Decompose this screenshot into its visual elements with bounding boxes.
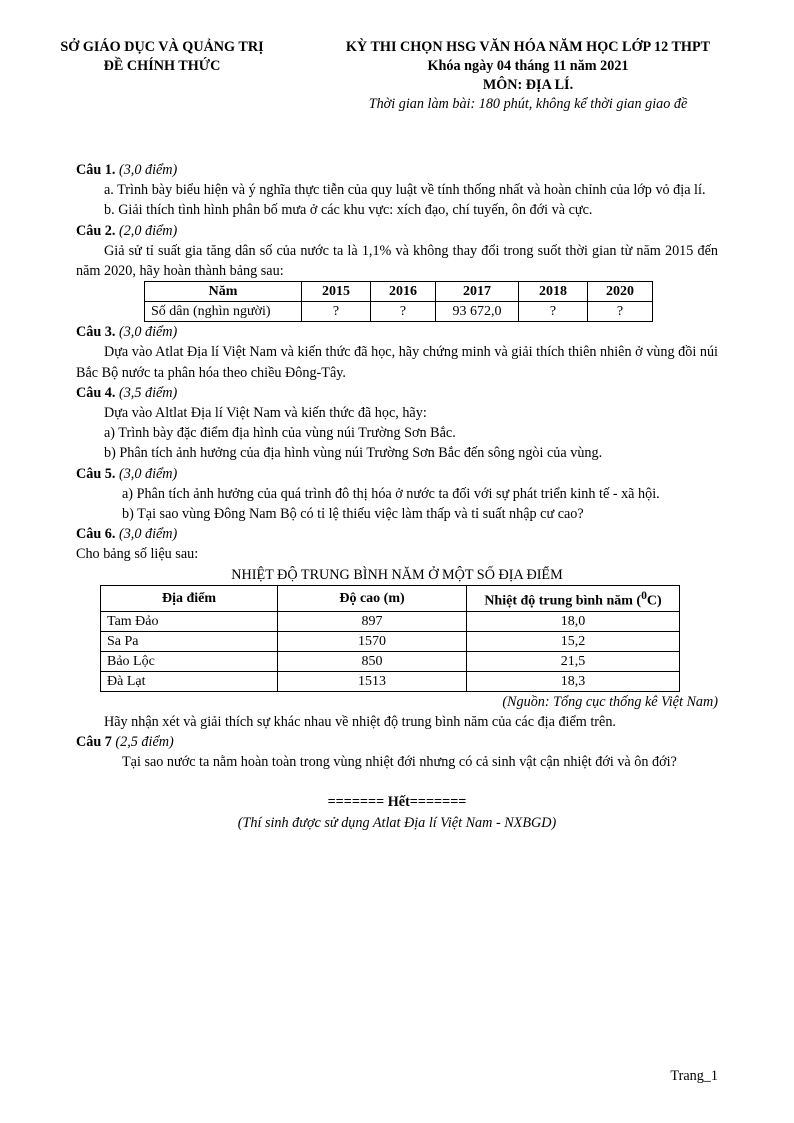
- table-header-row: [101, 585, 680, 611]
- table-header-cell: Địa điểm: [101, 585, 278, 611]
- question-6-intro: Cho bảng số liệu sau:: [76, 546, 199, 563]
- header-right: [300, 38, 756, 114]
- question-1-heading: [76, 160, 718, 180]
- table-cell: Sa Pa: [101, 631, 278, 651]
- table-header-row: [145, 282, 653, 302]
- table-header-cell: 2018: [519, 282, 588, 302]
- table-cell: Bảo Lộc: [101, 651, 278, 671]
- question-2-text: Giả sử tỉ suất gia tăng dân số của nước ta là 1,1% và không thay đổi trong suốt thời gian từ năm 2015 đến năm 2020, hãy hoàn thành bảng sau:: [76, 242, 718, 280]
- table-row: [101, 671, 680, 691]
- table-cell: Tam Đảo: [101, 611, 278, 631]
- table-row: [101, 631, 680, 651]
- table-cell: 18,0: [467, 611, 680, 631]
- question-points: (2,5 điểm): [115, 733, 174, 750]
- table-cell: 897: [278, 611, 467, 631]
- population-table: [144, 281, 653, 322]
- question-title: Câu 6.: [76, 526, 116, 543]
- question-3-heading: [76, 322, 718, 342]
- end-marker: ======= Hết=======: [327, 794, 467, 811]
- table-cell: 18,3: [467, 671, 680, 691]
- question-title: Câu 1.: [76, 162, 116, 178]
- official-label: ĐỀ CHÍNH THỨC: [103, 58, 221, 74]
- duration: Thời gian làm bài: 180 phút, không kể thời gian giao đề: [368, 96, 688, 112]
- header-text: C): [646, 593, 662, 609]
- department-name: SỞ GIÁO DỤC VÀ QUẢNG TRỊ: [60, 39, 264, 55]
- question-5-heading: [76, 464, 718, 484]
- exam-title: KỲ THI CHỌN HSG VĂN HÓA NĂM HỌC LỚP 12 THPT: [345, 39, 711, 55]
- table-row: [145, 302, 653, 322]
- question-title: Câu 7: [76, 733, 112, 750]
- question-7-heading: [76, 732, 718, 752]
- question-points: (3,0 điểm): [118, 465, 178, 482]
- table-header-cell: Độ cao (m): [278, 585, 467, 611]
- end-note: (Thí sinh được sử dụng Atlat Địa lí Việt Nam - NXBGD): [237, 814, 557, 831]
- question-5-part-b: b) Tại sao vùng Đông Nam Bộ có tỉ lệ thiếu việc làm thấp và tỉ suất nhập cư cao?: [122, 506, 584, 523]
- question-4-part-a: a) Trình bày đặc điểm địa hình của vùng núi Trường Sơn Bắc.: [104, 425, 456, 442]
- question-4-part-b: b) Phân tích ảnh hưởng của địa hình vùng núi Trường Sơn Bắc đến sông ngòi của vùng.: [104, 445, 603, 462]
- table-cell: 1570: [278, 631, 467, 651]
- question-title: Câu 2.: [76, 222, 116, 239]
- table-cell: ?: [302, 302, 371, 322]
- question-1-part-a: a. Trình bày biểu hiện và ý nghĩa thực tiễn của quy luật về tính thống nhất và hoàn chỉnh của lớp vỏ địa lí.: [104, 182, 706, 199]
- table-cell: 850: [278, 651, 467, 671]
- table-header-cell: 2017: [436, 282, 519, 302]
- table-row: [101, 611, 680, 631]
- table-row: [101, 651, 680, 671]
- table-cell: 1513: [278, 671, 467, 691]
- question-2-heading: [76, 221, 718, 241]
- table-title: NHIỆT ĐỘ TRUNG BÌNH NĂM Ở MỘT SỐ ĐỊA ĐIỂM: [231, 566, 563, 583]
- question-6-text: Hãy nhận xét và giải thích sự khác nhau về nhiệt độ trung bình năm của các địa điểm trên.: [104, 713, 616, 730]
- table-header-cell: 2015: [302, 282, 371, 302]
- question-points: (3,0 điểm): [118, 324, 178, 341]
- table-cell: 15,2: [467, 631, 680, 651]
- question-6-heading: [76, 524, 718, 544]
- question-points: (3,0 điểm): [118, 526, 178, 543]
- table-header-cell: Năm: [145, 282, 302, 302]
- table-cell: Số dân (nghìn người): [145, 302, 302, 322]
- table-source: (Nguồn: Tổng cục thống kê Việt Nam): [502, 693, 718, 710]
- header-left: [36, 38, 288, 76]
- question-4-intro: Dựa vào Altlat Địa lí Việt Nam và kiến thức đã học, hãy:: [104, 405, 427, 422]
- question-title: Câu 4.: [76, 384, 116, 401]
- question-points: (2,0 điểm): [118, 222, 178, 239]
- question-title: Câu 5.: [76, 465, 116, 482]
- table-header-cell: 2020: [588, 282, 653, 302]
- question-title: Câu 3.: [76, 324, 116, 341]
- table-cell: ?: [519, 302, 588, 322]
- degree-superscript: 0: [641, 588, 647, 602]
- header-text: Nhiệt độ trung bình năm (: [484, 593, 642, 609]
- table-cell: 93 672,0: [436, 302, 519, 322]
- table-header-cell: 2016: [371, 282, 436, 302]
- exam-date: Khóa ngày 04 tháng 11 năm 2021: [427, 58, 629, 74]
- question-4-heading: [76, 383, 718, 403]
- table-cell: ?: [588, 302, 653, 322]
- table-cell: 21,5: [467, 651, 680, 671]
- table-cell: ?: [371, 302, 436, 322]
- table-header-cell: [467, 585, 680, 611]
- question-5-part-a: a) Phân tích ảnh hưởng của quá trình đô thị hóa ở nước ta đối với sự phát triển kinh tế - xã hội.: [122, 485, 660, 502]
- table-cell: Đà Lạt: [101, 671, 278, 691]
- question-points: (3,0 điểm): [118, 162, 178, 178]
- exam-content: [76, 160, 718, 833]
- question-7-text: Tại sao nước ta nằm hoàn toàn trong vùng nhiệt đới nhưng có cả sinh vật cận nhiệt đới và ôn đới?: [122, 754, 677, 771]
- question-3-text: Dựa vào Atlat Địa lí Việt Nam và kiến thức đã học, hãy chứng minh và giải thích thiên nhiên ở vùng đồi núi Bắc Bộ nước ta phân hóa theo chiều Đông-Tây.: [76, 344, 718, 381]
- question-points: (3,5 điểm): [118, 384, 178, 401]
- temperature-table: [100, 585, 680, 692]
- page-number: Trang_1: [670, 1068, 718, 1084]
- question-1-part-b: b. Giải thích tình hình phân bố mưa ở các khu vực: xích đạo, chí tuyến, ôn đới và cực.: [104, 202, 593, 219]
- subject: MÔN: ĐỊA LÍ.: [482, 77, 574, 93]
